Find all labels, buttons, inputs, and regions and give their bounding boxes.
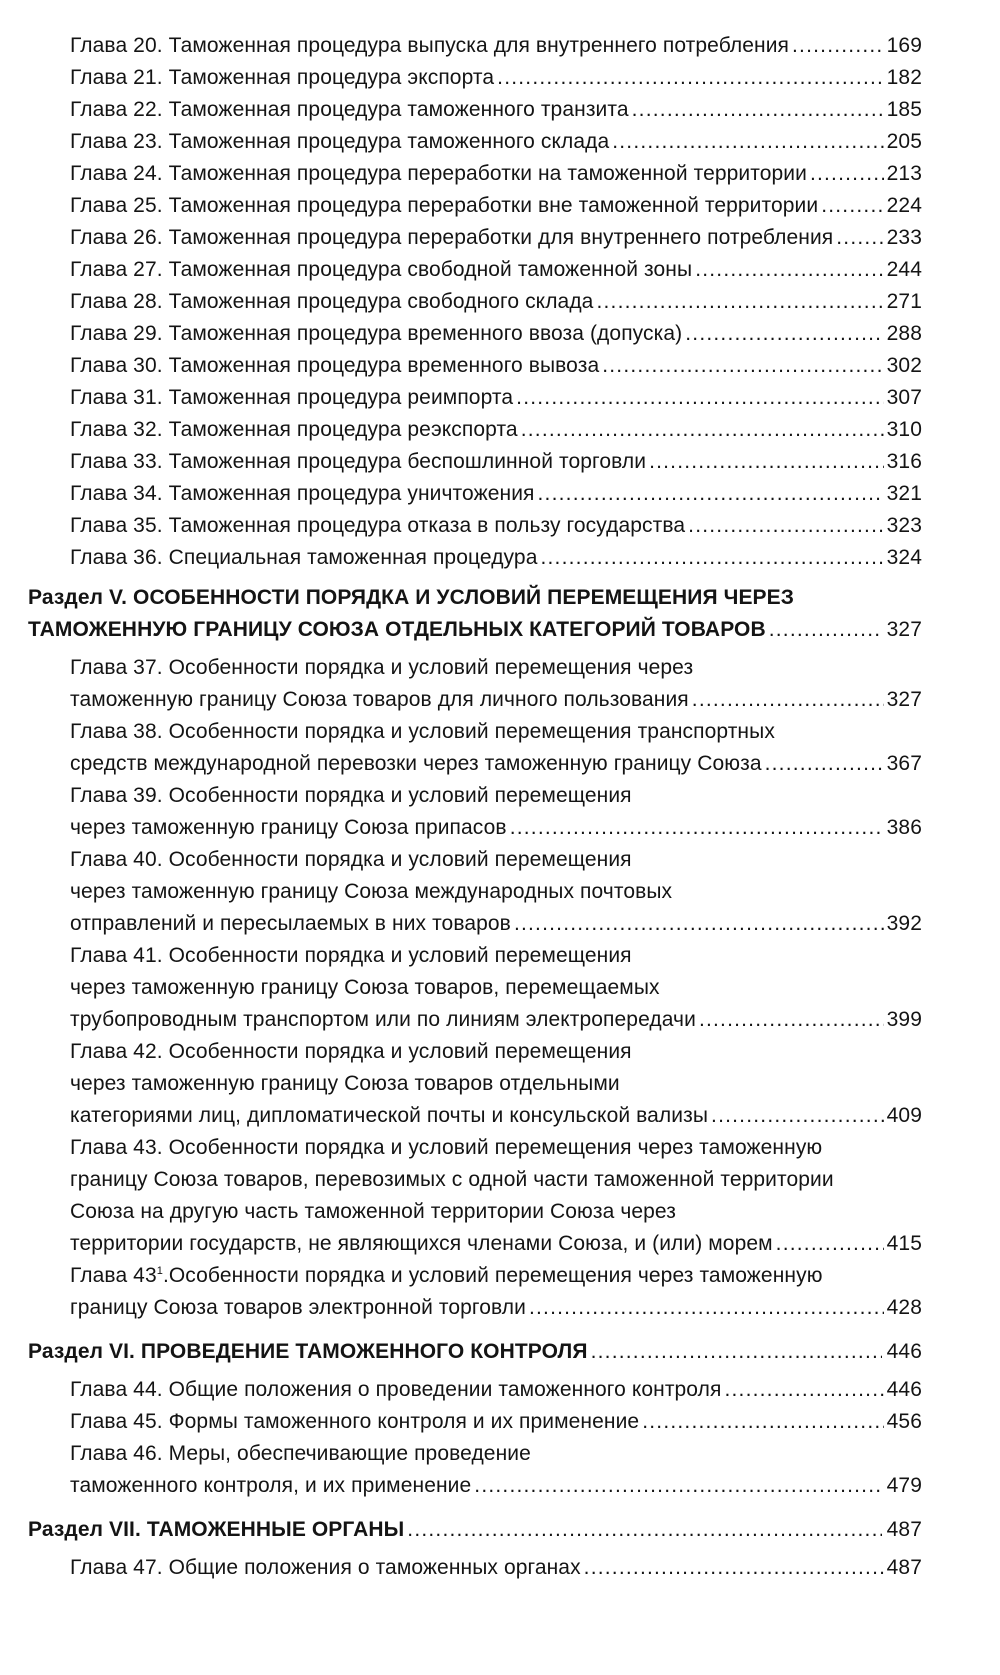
page-number: 367: [886, 752, 922, 775]
toc-chapter-entry: [70, 126, 922, 158]
toc-entry-title-line: Глава 33. Таможенная процедура беспошлинной торговли: [70, 450, 647, 473]
toc-chapter-entry: [70, 1260, 922, 1324]
page-number: 271: [886, 290, 922, 313]
toc-entry-last-line: [70, 62, 922, 94]
toc-entry-title-line: Глава 43. Особенности порядка и условий перемещения через таможенную: [70, 1136, 823, 1159]
dot-leader: [529, 1292, 884, 1324]
dot-leader: [810, 158, 884, 190]
page-number: 487: [886, 1518, 922, 1541]
toc-chapter-entry: [70, 30, 922, 62]
toc-entry-last-line: [70, 1292, 922, 1324]
page-number: 479: [886, 1474, 922, 1497]
dot-leader: [695, 254, 883, 286]
page-number: 324: [886, 546, 922, 569]
toc-entry-title-line: через таможенную границу Союза товаров, перемещаемых: [70, 976, 660, 999]
dot-leader: [407, 1514, 881, 1546]
toc-entry-title-line: Раздел V. ОСОБЕННОСТИ ПОРЯДКА И УСЛОВИЙ ПЕРЕМЕЩЕНИЯ ЧЕРЕЗ: [28, 586, 795, 609]
toc-entry-title-line: Глава 28. Таможенная процедура свободного склада: [70, 290, 594, 313]
dot-leader: [688, 510, 883, 542]
page-number: 316: [886, 450, 922, 473]
page-number: 244: [886, 258, 922, 281]
toc-entry-last-line: [28, 1514, 922, 1546]
toc-entry-title-line: Глава 27. Таможенная процедура свободной таможенной зоны: [70, 258, 693, 281]
page-number: 327: [886, 688, 922, 711]
toc-entry-title-line: Глава 42. Особенности порядка и условий перемещения: [70, 1040, 632, 1063]
toc-entry-last-line: [70, 190, 922, 222]
page-number: 456: [886, 1410, 922, 1433]
toc-entry-title-line: Глава 35. Таможенная процедура отказа в пользу государства: [70, 514, 686, 537]
toc-entry-title-line: Глава 23. Таможенная процедура таможенного склада: [70, 130, 610, 153]
page-number: 233: [886, 226, 922, 249]
toc-chapter-entry: [70, 158, 922, 190]
toc-chapter-entry: [70, 222, 922, 254]
dot-leader: [821, 190, 883, 222]
page-number: 321: [886, 482, 922, 505]
toc-chapter-entry: [70, 844, 922, 940]
toc-entry-last-line: [70, 158, 922, 190]
toc-section-entry: [28, 1336, 922, 1368]
toc-entry-last-line: [70, 350, 922, 382]
toc-entry-title-line: территории государств, не являющихся членами Союза, и (или) морем: [70, 1232, 773, 1255]
toc-entry-title-line: Глава 32. Таможенная процедура реэкспорта: [70, 418, 518, 441]
dot-leader: [538, 478, 884, 510]
dot-leader: [649, 446, 884, 478]
toc-entry-last-line: [70, 812, 922, 844]
page-number: 205: [886, 130, 922, 153]
toc-entry-last-line: [70, 94, 922, 126]
toc-entry-last-line: [70, 222, 922, 254]
table-of-contents: [0, 30, 1000, 1584]
page-number: 392: [886, 912, 922, 935]
dot-leader: [632, 94, 884, 126]
toc-entry-last-line: [70, 1470, 922, 1502]
toc-chapter-entry: [70, 940, 922, 1036]
toc-entry-title-line: таможенного контроля, и их применение: [70, 1474, 472, 1497]
toc-entry-title-line: Глава 46. Меры, обеспечивающие проведение: [70, 1442, 531, 1465]
toc-entry-title-line: Глава 34. Таможенная процедура уничтожения: [70, 482, 535, 505]
toc-entry-title-line: Глава 38. Особенности порядка и условий перемещения транспортных: [70, 720, 775, 743]
page-number: 446: [886, 1340, 922, 1363]
dot-leader: [540, 542, 883, 574]
page-number: 213: [886, 162, 922, 185]
toc-chapter-entry: [70, 1552, 922, 1584]
toc-chapter-entry: [70, 1374, 922, 1406]
dot-leader: [514, 908, 884, 940]
toc-chapter-entry: [70, 542, 922, 574]
toc-entry-title-line: Глава 40. Особенности порядка и условий перемещения: [70, 848, 632, 871]
toc-entry-title-line: Глава $43^1.Особенности$ порядка и условий перемещения через таможенную: [70, 1264, 823, 1287]
page-number: 386: [886, 816, 922, 839]
toc-chapter-entry: [70, 780, 922, 844]
toc-entry-last-line: [70, 510, 922, 542]
dot-leader: [510, 812, 884, 844]
dot-leader: [602, 350, 883, 382]
toc-chapter-entry: [70, 510, 922, 542]
page-number: 224: [886, 194, 922, 217]
page-number: 415: [886, 1232, 922, 1255]
dot-leader: [685, 318, 883, 350]
dot-leader: [699, 1004, 884, 1036]
toc-chapter-entry: [70, 94, 922, 126]
toc-chapter-entry: [70, 1406, 922, 1438]
toc-entry-last-line: [28, 1336, 922, 1368]
toc-entry-title-line: через таможенную границу Союза товаров отдельными: [70, 1072, 620, 1095]
dot-leader: [769, 614, 882, 646]
toc-entry-last-line: [70, 1406, 922, 1438]
toc-entry-title-line: Глава 26. Таможенная процедура переработки для внутреннего потребления: [70, 226, 834, 249]
toc-entry-title-line: через таможенную границу Союза международных почтовых: [70, 880, 673, 903]
toc-entry-last-line: [70, 1374, 922, 1406]
toc-entry-last-line: [70, 1228, 922, 1260]
dot-leader: [584, 1552, 884, 1584]
toc-entry-last-line: [70, 318, 922, 350]
toc-chapter-entry: [70, 190, 922, 222]
toc-chapter-entry: [70, 318, 922, 350]
toc-entry-title-line: Раздел VII. ТАМОЖЕННЫЕ ОРГАНЫ: [28, 1518, 405, 1541]
toc-entry-last-line: [70, 126, 922, 158]
toc-chapter-entry: [70, 62, 922, 94]
toc-entry-title-line: Глава 36. Специальная таможенная процедура: [70, 546, 538, 569]
toc-entry-title-line: границу Союза товаров, перевозимых с одной части таможенной территории: [70, 1168, 834, 1191]
page-number: 409: [886, 1104, 922, 1127]
toc-entry-last-line: [70, 1100, 922, 1132]
dot-leader: [792, 30, 884, 62]
dot-leader: [692, 684, 884, 716]
toc-chapter-entry: [70, 652, 922, 716]
toc-entry-title-line: средств международной перевозки через таможенную границу Союза: [70, 752, 762, 775]
toc-entry-title-line: границу Союза товаров электронной торговли: [70, 1296, 526, 1319]
toc-chapter-entry: [70, 446, 922, 478]
toc-entry-last-line: [70, 478, 922, 510]
page-number: 310: [886, 418, 922, 441]
toc-entry-title-line: ТАМОЖЕННУЮ ГРАНИЦУ СОЮЗА ОТДЕЛЬНЫХ КАТЕГОРИЙ ТОВАРОВ: [28, 618, 766, 641]
toc-entry-title-line: Раздел VI. ПРОВЕДЕНИЕ ТАМОЖЕННОГО КОНТРОЛЯ: [28, 1340, 588, 1363]
toc-entry-title-line: Глава 41. Особенности порядка и условий перемещения: [70, 944, 632, 967]
toc-entry-last-line: [70, 254, 922, 286]
toc-chapter-entry: [70, 286, 922, 318]
toc-entry-title-line: трубопроводным транспортом или по линиям электропередачи: [70, 1008, 696, 1031]
toc-entry-last-line: [70, 30, 922, 62]
page-number: 323: [886, 514, 922, 537]
page-number: 399: [886, 1008, 922, 1031]
toc-entry-title-line: категориями лиц, дипломатической почты и консульской вализы: [70, 1104, 709, 1127]
toc-entry-title-line: таможенную границу Союза товаров для личного пользования: [70, 688, 689, 711]
dot-leader: [497, 62, 884, 94]
dot-leader: [642, 1406, 883, 1438]
page-number: 302: [886, 354, 922, 377]
toc-entry-last-line: [70, 382, 922, 414]
toc-entry-title-line: Глава 47. Общие положения о таможенных органах: [70, 1556, 581, 1579]
toc-entry-title-line: Глава 30. Таможенная процедура временного вывоза: [70, 354, 600, 377]
toc-entry-title-line: Глава 20. Таможенная процедура выпуска для внутреннего потребления: [70, 34, 790, 57]
page-number: 487: [886, 1556, 922, 1579]
dot-leader: [836, 222, 883, 254]
toc-entry-last-line: [70, 414, 922, 446]
toc-entry-last-line: [70, 446, 922, 478]
toc-entry-title-line: Глава 21. Таможенная процедура экспорта: [70, 66, 495, 89]
dot-leader: [711, 1100, 884, 1132]
toc-entry-title-line: Глава 22. Таможенная процедура таможенного транзита: [70, 98, 629, 121]
toc-chapter-entry: [70, 382, 922, 414]
toc-entry-title-line: Союза на другую часть таможенной территории Союза через: [70, 1200, 676, 1223]
toc-entry-title-line: Глава 25. Таможенная процедура переработки вне таможенной территории: [70, 194, 819, 217]
toc-chapter-entry: [70, 1036, 922, 1132]
dot-leader: [474, 1470, 883, 1502]
toc-entry-title-line: Глава 29. Таможенная процедура временного ввоза (допуска): [70, 322, 683, 345]
page-number: 185: [886, 98, 922, 121]
toc-entry-title-line: отправлений и пересылаемых в них товаров: [70, 912, 511, 935]
toc-entry-title-line: Глава 44. Общие положения о проведении таможенного контроля: [70, 1378, 722, 1401]
dot-leader: [765, 748, 884, 780]
toc-entry-last-line: [70, 542, 922, 574]
toc-entry-title-line: Глава 39. Особенности порядка и условий перемещения: [70, 784, 632, 807]
toc-entry-last-line: [70, 748, 922, 780]
toc-entry-title-line: через таможенную границу Союза припасов: [70, 816, 507, 839]
toc-chapter-entry: [70, 478, 922, 510]
toc-chapter-entry: [70, 254, 922, 286]
toc-entry-title-line: Глава 24. Таможенная процедура переработки на таможенной территории: [70, 162, 807, 185]
toc-section-entry: [28, 1514, 922, 1546]
toc-entry-last-line: [70, 1552, 922, 1584]
page-number: 182: [886, 66, 922, 89]
page-number: 446: [886, 1378, 922, 1401]
dot-leader: [724, 1374, 883, 1406]
toc-entry-last-line: [70, 684, 922, 716]
toc-entry-title-line: Глава 31. Таможенная процедура реимпорта: [70, 386, 514, 409]
page-number: 169: [886, 34, 922, 57]
toc-chapter-entry: [70, 1438, 922, 1502]
toc-chapter-entry: [70, 716, 922, 780]
toc-entry-title-line: Глава 45. Формы таможенного контроля и их применение: [70, 1410, 640, 1433]
dot-leader: [612, 126, 883, 158]
toc-chapter-entry: [70, 350, 922, 382]
page-number: 307: [886, 386, 922, 409]
toc-entry-last-line: [28, 614, 922, 646]
toc-entry-last-line: [70, 1004, 922, 1036]
page-number: 288: [886, 322, 922, 345]
page-number: 327: [886, 618, 922, 641]
dot-leader: [516, 382, 884, 414]
page-number: 428: [886, 1296, 922, 1319]
dot-leader: [596, 286, 883, 318]
toc-chapter-entry: [70, 1132, 922, 1260]
toc-section-entry: [28, 582, 922, 646]
toc-entry-last-line: [70, 908, 922, 940]
dot-leader: [776, 1228, 884, 1260]
dot-leader: [521, 414, 884, 446]
dot-leader: [591, 1336, 882, 1368]
toc-chapter-entry: [70, 414, 922, 446]
toc-entry-last-line: [70, 286, 922, 318]
toc-entry-title-line: Глава 37. Особенности порядка и условий перемещения через: [70, 656, 694, 679]
